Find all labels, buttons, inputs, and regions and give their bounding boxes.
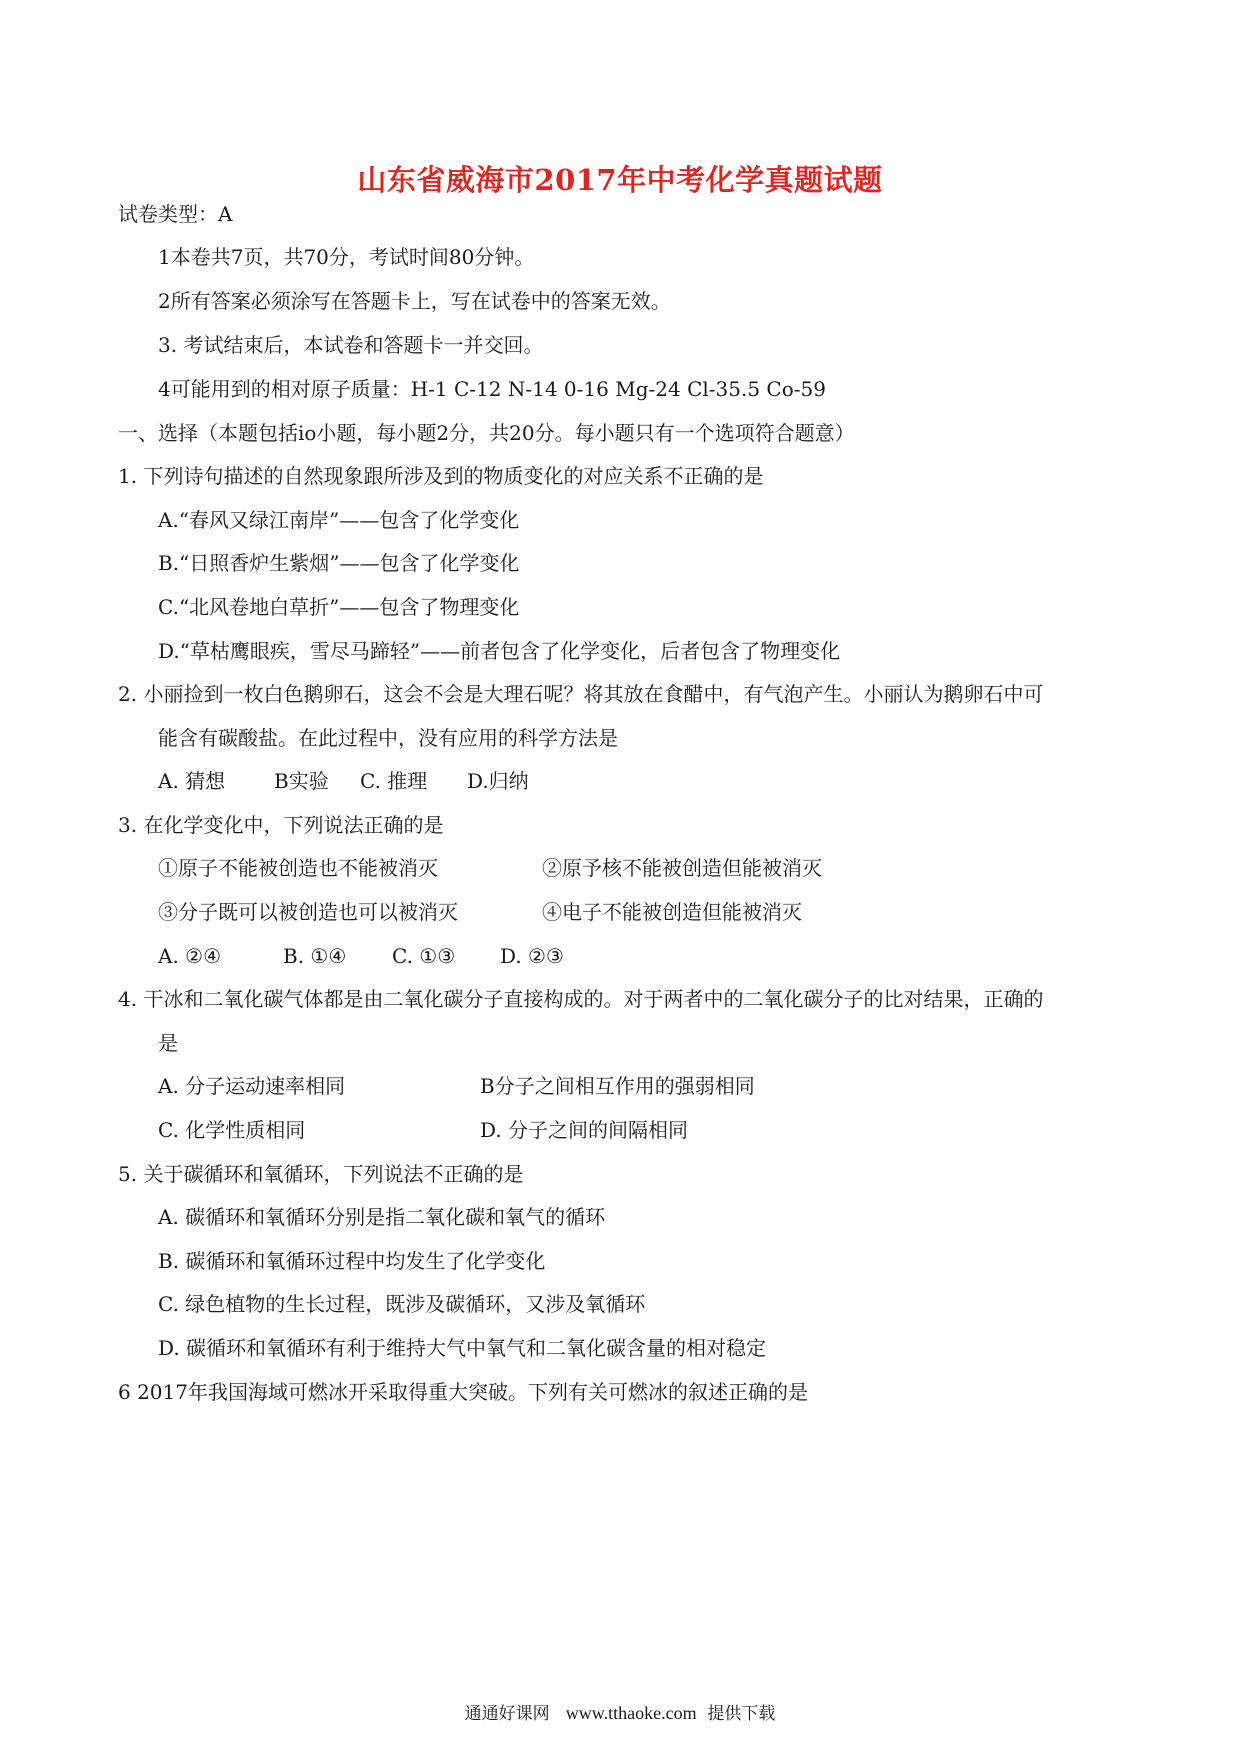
page-footer [0,1699,1240,1724]
footer-download-text: 提供下载 [707,1704,776,1724]
question-3-option-b: B. ①④ [283,944,347,968]
question-6-stem: 6 2017年我国海域可燃冰开采取得重大突破。下列有关可燃冰的叙述正确的是 [118,1380,808,1404]
question-2-stem-line-1: 2. 小丽捡到一枚白色鹅卵石，这会不会是大理石呢？将其放在食醋中，有气泡产生。小丽认为鹅卵石中可 [118,682,1044,706]
question-1-option-a: A.“春风又绿江南岸”——包含了化学变化 [158,508,520,532]
note-1: 1本卷共7页，共70分，考试时间80分钟。 [158,245,535,269]
question-5-option-c: C. 绿色植物的生长过程，既涉及碳循环，又涉及氧循环 [158,1292,646,1316]
question-2-stem-line-2: 能含有碳酸盐。在此过程中，没有应用的科学方法是 [158,726,618,750]
question-3-statement-3: ③分子既可以被创造也可以被消灭 [158,900,458,924]
question-3-option-a: A. ②④ [158,944,222,968]
question-5-option-a: A. 碳循环和氧循环分别是指二氧化碳和氧气的循环 [158,1205,606,1229]
footer-url[interactable]: www.tthaoke.com [565,1703,697,1723]
question-2-option-b: B实验 [274,769,329,793]
paper-type: 试卷类型：A [118,202,233,226]
question-5-stem: 5. 关于碳循环和氧循环，下列说法不正确的是 [118,1162,524,1186]
question-1-stem: 1. 下列诗句描述的自然现象跟所涉及到的物质变化的对应关系不正确的是 [118,464,764,488]
question-2-option-a: A. 猜想 [158,769,226,793]
question-3-statement-4: ④电子不能被创造但能被消灭 [542,900,802,924]
question-4-option-b: B分子之间相互作用的强弱相同 [480,1074,755,1098]
page-title: 山东省威海市2017年中考化学真题试题 [357,163,883,197]
question-2-option-d: D.归纳 [467,769,529,793]
note-2: 2所有答案必须涂写在答题卡上，写在试卷中的答案无效。 [158,289,671,313]
section-heading: 一、选择（本题包括io小题，每小题2分，共20分。每小题只有一个选项符合题意） [118,421,855,445]
note-4: 4可能用到的相对原子质量：H-1 C-12 N-14 0-16 Mg-24 Cl-35.5 Co-59 [158,377,826,401]
question-3-option-d: D. ②③ [500,944,564,968]
question-5-option-b: B. 碳循环和氧循环过程中均发生了化学变化 [158,1249,546,1273]
question-4-option-a: A. 分子运动速率相同 [158,1074,346,1098]
question-1-option-d: D.“草枯鹰眼疾，雪尽马蹄轻”——前者包含了化学变化，后者包含了物理变化 [158,639,841,663]
question-4-stem-line-1: 4. 干冰和二氧化碳气体都是由二氧化碳分子直接构成的。对于两者中的二氧化碳分子的比对结果，正确的 [118,987,1044,1011]
question-2-option-c: C. 推理 [360,769,428,793]
question-5-option-d: D. 碳循环和氧循环有利于维持大气中氧气和二氧化碳含量的相对稳定 [158,1336,767,1360]
question-4-stem-line-2: 是 [158,1031,178,1055]
question-1-option-c: C.“北风卷地白草折”——包含了物理变化 [158,595,520,619]
question-3-statement-1: ①原子不能被创造也不能被消灭 [158,856,438,880]
question-3-option-c: C. ①③ [392,944,456,968]
question-4-option-d: D. 分子之间的间隔相同 [480,1118,689,1142]
footer-site-name: 通通好课网 [464,1704,550,1724]
question-1-option-b: B.“日照香炉生紫烟”——包含了化学变化 [158,551,520,575]
question-3-statement-2: ②原予核不能被创造但能被消灭 [542,856,822,880]
question-3-stem: 3. 在化学变化中，下列说法正确的是 [118,813,444,837]
question-4-option-c: C. 化学性质相同 [158,1118,306,1142]
note-3: 3. 考试结束后，本试卷和答题卡一并交回。 [158,333,544,357]
